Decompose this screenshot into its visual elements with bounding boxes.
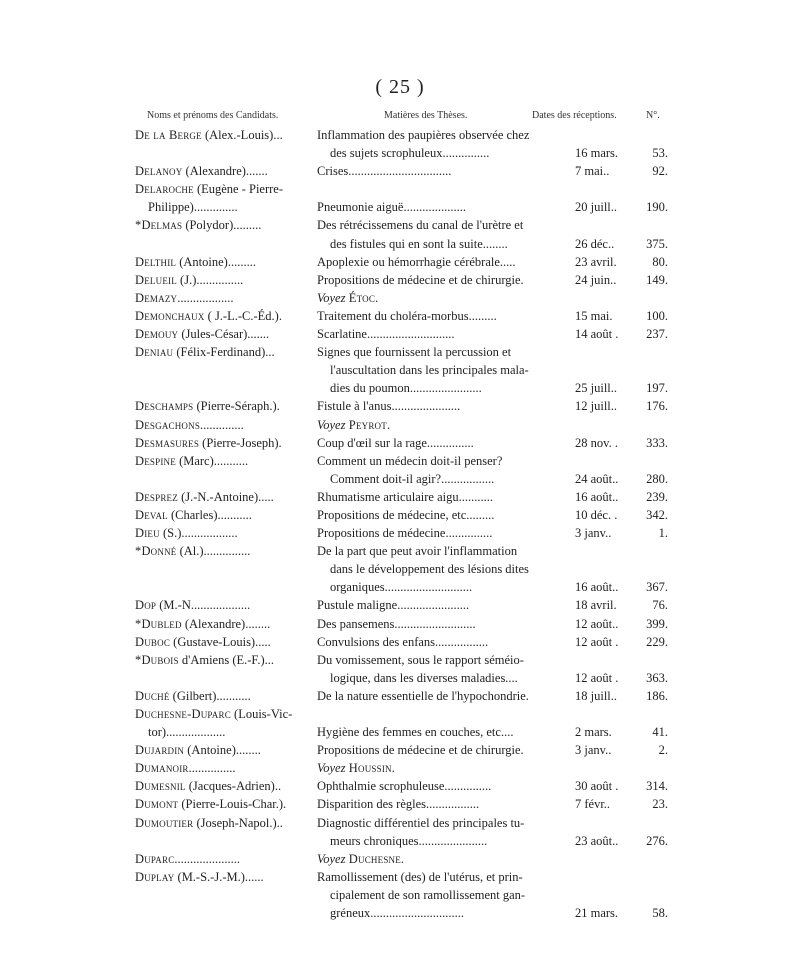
table-row [0,162,800,180]
candidate-surname: Deniau [135,345,174,360]
table-row [0,542,800,560]
candidate-forenames: (Polydor)......... [182,218,262,233]
table-row [0,705,800,723]
thesis-subject [330,669,599,687]
candidate-forenames: (Louis-Vic- [230,707,293,721]
thesis-subject [330,560,599,578]
thesis-number: 314. [646,779,668,794]
thesis-subject [317,814,599,832]
table-row [0,452,800,470]
thesis-subject [317,615,599,633]
table-row [0,524,800,542]
candidate-surname: Demouy [135,327,179,342]
thesis-text: Convulsions des enfans................. [317,634,489,649]
thesis-number: 80. [652,254,668,269]
candidate-forenames: (S.).................. [159,526,238,541]
thesis-number: 363. [646,670,668,685]
candidate-name [135,850,311,868]
table-row [0,687,800,705]
table-row [0,488,800,506]
candidate-name [135,687,311,705]
table-row [0,271,800,289]
candidate-name [135,343,311,361]
thesis-text: Rhumatisme articulaire aigu........... [317,489,493,504]
candidate-surname: Despine [135,453,176,468]
thesis-text: Scarlatine............................ [317,327,455,342]
candidate-name [135,289,311,307]
thesis-number: 367. [646,580,668,595]
table-row [0,868,800,886]
table-row [0,651,800,669]
thesis-subject [317,795,599,813]
thesis-text: Propositions de médecine et de chirurgie. [317,272,524,287]
table-row [0,741,800,759]
thesis-number: 2. [658,743,668,758]
thesis-subject [330,832,599,850]
reception-date: 28 nov. . [575,435,618,450]
thesis-subject [317,868,599,886]
candidate-surname: *Donné [135,544,177,559]
table-row [0,850,800,868]
thesis-subject [330,578,599,596]
reception-date: 3 janv.. [575,743,612,758]
table-row [0,180,800,198]
candidate-forenames: (Joseph-Napol.).. [193,815,283,830]
thesis-number: 237. [646,327,668,342]
thesis-subject [317,162,599,180]
reception-date: 18 avril. [575,598,617,613]
candidate-surname: Duparc [135,851,175,866]
thesis-subject [330,144,599,162]
candidate-forenames: (J.)............... [176,272,244,287]
thesis-text: Des rétrécissemens du canal de l'urètre et [317,218,524,233]
thesis-number: 229. [646,634,668,649]
candidate-forenames: (Gilbert)........... [169,688,251,703]
candidate-name [135,397,311,415]
candidate-forenames: (Eugène - Pierre- [193,182,284,197]
thesis-text: meurs chroniques...................... [330,833,488,848]
candidate-forenames: (M.-S.-J.-M.)...... [174,869,264,884]
reception-date: 12 août.. [575,616,619,631]
thesis-number: 280. [646,471,668,486]
candidate-name [135,271,311,289]
thesis-subject [317,434,599,452]
candidate-name [135,741,311,759]
candidate-forenames: d'Amiens (E.-F.)... [178,652,275,667]
thesis-text: Disparition des règles................. [317,797,480,812]
table-row [0,596,800,614]
candidate-surname: Desgachons [135,417,201,432]
thesis-subject [330,235,599,253]
thesis-subject [317,397,599,415]
candidate-name [135,615,311,633]
thesis-subject [317,416,599,434]
thesis-text: Apoplexie ou hémorrhagie cérébrale..... [317,254,516,269]
thesis-number: 100. [646,308,668,323]
candidate-name [135,759,311,777]
candidate-surname: Duchesne-Duparc [135,707,231,721]
candidate-forenames: Philippe).............. [148,200,238,215]
reception-date: 26 déc.. [575,236,615,251]
candidate-surname: Dop [135,598,157,613]
table-row [0,216,800,234]
table-row [0,795,800,813]
candidate-surname: *Dubois [135,652,179,667]
thesis-subject [317,506,599,524]
thesis-subject [317,198,599,216]
candidate-name [135,434,311,452]
see-reference-name: Duchesne. [345,851,405,866]
table-row [0,416,800,434]
thesis-subject [330,361,599,379]
thesis-subject [317,307,599,325]
thesis-text: Diagnostic différentiel des principales tu- [317,815,525,830]
table-row [0,397,800,415]
thesis-text: Propositions de médecine, etc......... [317,507,495,522]
candidate-forenames: (Antoine)........ [184,743,261,758]
header-numero: N°. [646,110,660,121]
thesis-subject [317,216,599,234]
thesis-text: l'auscultation dans les principales mala- [330,363,529,378]
thesis-subject [317,687,599,705]
thesis-number: 375. [646,236,668,251]
thesis-number: 92. [652,164,668,179]
thesis-text: Coup d'œil sur la rage............... [317,435,474,450]
candidate-name [135,452,311,470]
reception-date: 2 mars. [575,725,612,740]
thesis-text: De la part que peut avoir l'inflammation [317,544,518,559]
thesis-text: logique, dans les diverses maladies.... [330,670,518,685]
table-row [0,307,800,325]
candidate-forenames: (Alex.-Louis)... [201,128,283,142]
thesis-text: Propositions de médecine............... [317,526,493,541]
candidate-forenames: tor)................... [148,725,226,740]
thesis-text: cipalement de son ramollissement gan- [330,887,526,902]
thesis-subject [317,850,599,868]
table-row [0,615,800,633]
reception-date: 15 mai. [575,308,613,323]
candidate-forenames: (Alexandre)........ [181,616,271,631]
table-row [0,723,800,741]
candidate-name [148,198,324,216]
thesis-text: Pustule maligne....................... [317,598,470,613]
candidate-forenames: (Pierre-Séraph.). [193,399,280,414]
candidate-name [135,126,311,144]
thesis-text: des sujets scrophuleux............... [330,146,490,161]
candidate-name [135,795,311,813]
candidate-name [135,488,311,506]
table-row [0,886,800,904]
table-row [0,343,800,361]
candidate-forenames: .............. [200,417,244,432]
thesis-text: Crises................................. [317,164,452,179]
thesis-number: 342. [646,507,668,522]
thesis-text: dans le développement des lésions dites [330,562,529,577]
thesis-subject [330,470,599,488]
candidate-forenames: (Félix-Ferdinand)... [173,345,275,360]
candidate-name [135,253,311,271]
table-row [0,633,800,651]
candidate-forenames: (Jacques-Adrien).. [185,779,282,794]
thesis-text: Comment doit-il agir?................. [330,471,495,486]
candidate-surname: Dumanoir [135,761,189,776]
thesis-subject [317,596,599,614]
register-table [0,126,800,922]
candidate-surname: *Delmas [135,218,183,233]
thesis-number: 399. [646,616,668,631]
thesis-subject [317,289,599,307]
table-row [0,198,800,216]
candidate-surname: Dujardin [135,743,185,758]
candidate-name [135,307,311,325]
candidate-forenames: (Al.)............... [176,544,251,559]
reception-date: 30 août . [575,779,619,794]
reception-date: 24 août.. [575,471,619,486]
thesis-text: des fistules qui en sont la suite........ [330,236,508,251]
candidate-name [135,216,311,234]
candidate-forenames: (Pierre-Joseph). [199,435,282,450]
thesis-subject [317,651,599,669]
candidate-surname: De la Berge [135,128,202,142]
candidate-name [135,524,311,542]
candidate-name [135,162,311,180]
candidate-surname: Demazy [135,290,178,305]
reception-date: 25 juill.. [575,381,618,396]
candidate-surname: Delanoy [135,164,183,179]
reception-date: 16 août.. [575,580,619,595]
reception-date: 3 janv.. [575,526,612,541]
table-row [0,235,800,253]
thesis-subject [317,723,599,741]
reception-date: 12 août . [575,634,619,649]
thesis-number: 53. [652,146,668,161]
candidate-forenames: (Alexandre)....... [182,164,268,179]
candidate-name [135,633,311,651]
candidate-surname: Duplay [135,869,175,884]
candidate-name [148,723,324,741]
thesis-text: Du vomissement, sous le rapport séméio- [317,652,524,667]
table-row [0,434,800,452]
candidate-surname: Demonchaux [135,308,205,323]
see-reference: Voyez [317,851,346,866]
table-row [0,144,800,162]
candidate-name [135,705,311,723]
candidate-name [135,868,311,886]
reception-date: 16 mars. [575,146,619,161]
table-row [0,560,800,578]
candidate-surname: Duché [135,688,170,703]
candidate-forenames: (Marc)........... [175,453,249,468]
candidate-forenames: (J.-N.-Antoine)..... [177,489,274,504]
header-theses: Matières des Thèses. [384,110,468,121]
thesis-text: Comment un médecin doit-il penser? [317,453,503,468]
candidate-surname: Dumont [135,797,179,812]
thesis-text: Pneumonie aiguë.................... [317,200,466,215]
candidate-surname: Delueil [135,272,177,287]
thesis-text: Ophthalmie scrophuleuse............... [317,779,492,794]
thesis-subject [330,379,599,397]
thesis-number: 76. [652,598,668,613]
thesis-text: Inflammation des paupières observée chez [317,128,530,142]
reception-date: 7 mai.. [575,164,610,179]
candidate-forenames: (Charles)........... [167,507,252,522]
candidate-name [135,777,311,795]
reception-date: 24 juin.. [575,272,617,287]
reception-date: 21 mars. [575,906,619,921]
see-reference-name: Peyrot. [345,417,391,432]
candidate-name [135,506,311,524]
candidate-name [135,814,311,832]
thesis-subject [317,343,599,361]
reception-date: 7 févr.. [575,797,611,812]
table-row [0,578,800,596]
thesis-number: 333. [646,435,668,450]
page-number: ( 25 ) [375,76,425,98]
thesis-subject [317,126,599,144]
candidate-forenames: ............... [188,761,236,776]
table-row [0,506,800,524]
thesis-text: Fistule à l'anus...................... [317,399,461,414]
thesis-subject [317,524,599,542]
candidate-surname: Dieu [135,526,160,541]
thesis-text: Signes que fournissent la percussion et [317,345,512,360]
thesis-number: 176. [646,399,668,414]
thesis-text: Ramollissement (des) de l'utérus, et prin- [317,869,523,884]
table-row [0,759,800,777]
candidate-forenames: ..................... [174,851,241,866]
table-row [0,777,800,795]
candidate-name [135,542,311,560]
thesis-text: dies du poumon....................... [330,381,482,396]
thesis-number: 276. [646,833,668,848]
thesis-number: 58. [652,906,668,921]
reception-date: 23 août.. [575,833,619,848]
thesis-number: 23. [652,797,668,812]
candidate-name [135,416,311,434]
candidate-surname: Duboc [135,634,171,649]
candidate-surname: Deval [135,507,168,522]
thesis-number: 190. [646,200,668,215]
thesis-text: Traitement du choléra-morbus......... [317,308,497,323]
reception-date: 12 juill.. [575,399,618,414]
thesis-subject [317,488,599,506]
header-dates: Dates des réceptions. [532,110,617,121]
candidate-forenames: .................. [177,290,234,305]
thesis-subject [317,741,599,759]
candidate-forenames: (Antoine)......... [176,254,256,269]
candidate-forenames: ( J.-L.-C.-Éd.). [204,308,282,323]
table-row [0,904,800,922]
table-row [0,814,800,832]
see-reference-name: Étoc. [345,290,379,305]
reception-date: 16 août.. [575,489,619,504]
thesis-number: 149. [646,272,668,287]
thesis-number: 41. [652,725,668,740]
thesis-text: De la nature essentielle de l'hypochondrie. [317,688,529,703]
candidate-forenames: (Gustave-Louis)..... [170,634,271,649]
thesis-number: 197. [646,381,668,396]
see-reference: Voyez [317,761,346,776]
thesis-subject [317,271,599,289]
candidate-surname: Dumoutier [135,815,194,830]
thesis-number: 1. [658,526,668,541]
thesis-subject [317,452,599,470]
reception-date: 12 août . [575,670,619,685]
thesis-subject [317,633,599,651]
reception-date: 18 juill.. [575,688,618,703]
table-row [0,126,800,144]
thesis-subject [317,777,599,795]
reception-date: 14 août . [575,327,619,342]
thesis-subject [317,542,599,560]
thesis-subject [317,325,599,343]
candidate-surname: Desprez [135,489,178,504]
table-row [0,325,800,343]
candidate-surname: Delthil [135,254,177,269]
candidate-forenames: (Jules-César)....... [178,327,270,342]
see-reference: Voyez [317,417,346,432]
thesis-text: Propositions de médecine et de chirurgie. [317,743,524,758]
thesis-number: 239. [646,489,668,504]
candidate-forenames: (Pierre-Louis-Char.). [178,797,287,812]
candidate-name [135,596,311,614]
candidate-name [135,651,311,669]
thesis-text: organiques............................ [330,580,473,595]
see-reference-name: Houssin. [345,761,396,776]
table-row [0,379,800,397]
candidate-name [135,180,311,198]
table-row [0,832,800,850]
table-row [0,253,800,271]
thesis-subject [317,253,599,271]
table-row [0,669,800,687]
table-row [0,289,800,307]
candidate-surname: Delaroche [135,182,194,197]
thesis-subject [317,759,599,777]
header-names: Noms et prénoms des Candidats. [147,110,279,121]
candidate-surname: Desmasures [135,435,200,450]
thesis-number: 186. [646,688,668,703]
thesis-text: gréneux.............................. [330,906,465,921]
see-reference: Voyez [317,290,346,305]
candidate-forenames: (M.-N................... [156,598,251,613]
table-row [0,470,800,488]
reception-date: 10 déc. . [575,507,618,522]
thesis-subject [330,904,599,922]
candidate-name [135,325,311,343]
thesis-text: Hygiène des femmes en couches, etc.... [317,725,514,740]
table-row [0,361,800,379]
candidate-surname: Dumesnil [135,779,186,794]
reception-date: 20 juill.. [575,200,618,215]
thesis-subject [330,886,599,904]
thesis-text: Des pansemens.......................... [317,616,476,631]
reception-date: 23 avril. [575,254,617,269]
candidate-surname: Deschamps [135,399,194,414]
candidate-surname: *Dubled [135,616,182,631]
